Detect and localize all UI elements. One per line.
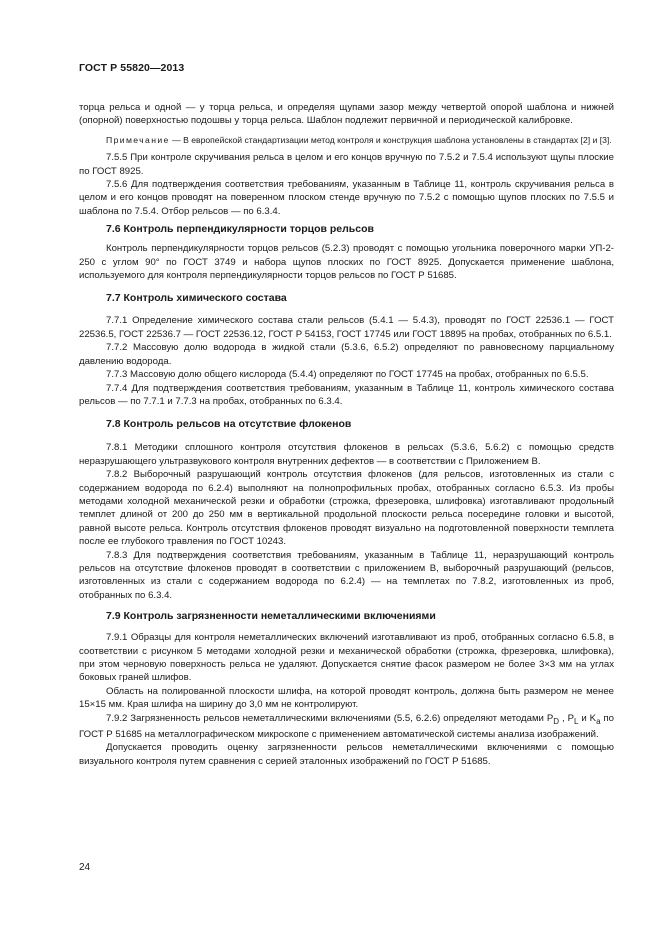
note-paragraph — [79, 134, 614, 146]
paragraph-7-7-2: 7.7.2 Массовую долю водорода в жидкой стали (5.3.6, 6.5.2) определяют по равновесному парциальному давлению водорода. — [79, 342, 614, 367]
paragraph-7-9-1: 7.9.1 Образцы для контроля неметаллических включений изготавливают из проб, отобранных согласно 6.5.8, в соответствии с рисунком 5 методами холодной резки и механической обработки (строжка, фрезеровка, шлифовка), при этом черновую поверхность рельса не удаляют. Допускается снятие фасок размером не более 3×3 мм на углах боковых граней шлифов. — [79, 632, 614, 684]
p792-subscript-a: a — [596, 716, 601, 726]
paragraph-7-6: Контроль перпендикулярности торцов рельсов (5.2.3) проводят с помощью угольника поверочного марки УП-2-250 с углом 90° по ГОСТ 3749 и набора щупов плоских по ГОСТ 8925. Допускается применение шаблона, используемого для контроля перпендикулярности торцов рельсов по ГОСТ Р 51685. — [79, 243, 614, 282]
paragraph-7-9-1-area: Область на полированной плоскости шлифа, на которой проводят контроль, должна быть размером не менее 15×15 мм. Края шлифа на ширину до 3,0 мм не контролируют. — [79, 685, 614, 711]
document-header: ГОСТ Р 55820—2013 — [79, 62, 185, 74]
paragraph-continuation: торца рельса и одной — у торца рельса, и определяя щупами зазор между четвертой опорой шаблона и нижней (опорной) поверхностью подошвы у торца рельса. Шаблон подлежит первичной и периодической калибровке. — [79, 102, 614, 127]
paragraph-7-8-3: 7.8.3 Для подтверждения соответствия требованиям, указанным в Таблице 11, неразрушающий контроль рельсов на отсутствие флокенов проводят в соответствии с приложением В, выборочный разрушающий (рельсов, изготовленных из стали с содержанием водорода по 6.2.4) — на темплетах по 7.8.2, изготовленных из проб, отобранных по 6.3.4. — [79, 549, 614, 601]
paragraph-7-7-4: 7.7.4 Для подтверждения соответствия требованиям, указанным в Таблице 11, контроль химического состава рельсов — по 7.7.1 и 7.7.3 на пробах, отобранных по 6.3.4. — [79, 382, 614, 407]
note-text: — В европейской стандартизации метод контроля и конструкция шаблона установлены в стандартах [2] и [3]. — [169, 134, 612, 145]
p792-subscript-l: L — [573, 716, 579, 726]
paragraph-7-5-5: 7.5.5 При контроле скручивания рельса в целом и его концов вручную по 7.5.2 и 7.5.4 используют щупы плоские по ГОСТ 8925. — [79, 152, 614, 177]
paragraph-7-7-1: 7.7.1 Определение химического состава стали рельсов (5.4.1 — 5.4.3), проводят по ГОСТ 22536.1 — ГОСТ 22536.5, ГОСТ 22536.7 — ГОСТ 22536.12, ГОСТ Р 54153, ГОСТ 17745 или ГОСТ 18895 на пробах, отобранных по 6.5.1. — [79, 315, 614, 340]
page-number: 24 — [79, 862, 91, 873]
note-label: Примечание — [106, 134, 170, 145]
section-heading-7-7: 7.7 Контроль химического состава — [106, 292, 287, 305]
p792-part-d: по ГОСТ Р 51685 на металлографическом микроскопе с применением автоматической системы анализа изображений. — [79, 712, 614, 740]
p792-part-a: 7.9.2 Загрязненность рельсов неметаллическими включениями (5.5, 6.2.6) определяют методами P — [106, 712, 554, 724]
document-body — [79, 101, 614, 768]
section-heading-7-6: 7.6 Контроль перпендикулярности торцов рельсов — [106, 223, 374, 236]
section-heading-7-9: 7.9 Контроль загрязненности неметаллическими включениями — [106, 610, 436, 623]
paragraph-7-9-2 — [79, 712, 614, 742]
paragraph-7-5-6: 7.5.6 Для подтверждения соответствия требованиям, указанным в Таблице 11, контроль скручивания рельса в целом и его концов проводят на поверенном плоском стенде вручную по 7.5.2 с помощью щупов плоских по 7.5.5 и шаблона по 7.5.4. Отбор рельсов — по 6.3.4. — [79, 179, 614, 217]
p792-part-b: , P — [559, 712, 574, 724]
p792-subscript-d: D — [553, 716, 560, 726]
paragraph-7-8-2: 7.8.2 Выборочный разрушающий контроль отсутствия флокенов (для рельсов, изготовленных из стали с содержанием водорода по 6.2.4) выполняют на полнопрофильных пробах, отобранных согласно 6.5.3. Из пробы методами холодной механической резки и обработки (строжка, фрезеровка, шлифовка) изготавливают продольный темплет длиной от 200 до 250 мм в вертикальной продольной плоскости рельса посередине головки и высотой, равной высоте рельса. Контроль отсутствия флокенов проводят визуально на подготовленной поверхности темплета после ее глубокого травления по ГОСТ 10243. — [79, 469, 614, 548]
section-heading-7-8: 7.8 Контроль рельсов на отсутствие флокенов — [106, 418, 352, 431]
paragraph-7-7-3: 7.7.3 Массовую долю общего кислорода (5.4.4) определяют по ГОСТ 17745 на пробах, отобранных по 6.5.5. — [106, 369, 589, 381]
paragraph-7-9-2-visual: Допускается проводить оценку загрязненности рельсов неметаллическими включениями с помощью визуального контроля путем сравнения с серией эталонных изображений по ГОСТ Р 51685. — [79, 742, 614, 767]
p792-part-c: и K — [578, 712, 597, 724]
paragraph-7-8-1: 7.8.1 Методики сплошного контроля отсутствия флокенов в рельсах (5.3.6, 5.6.2) с помощью средств неразрушающего ультразвукового контроля внутренних дефектов — в соответствии с Приложением В. — [79, 442, 614, 467]
